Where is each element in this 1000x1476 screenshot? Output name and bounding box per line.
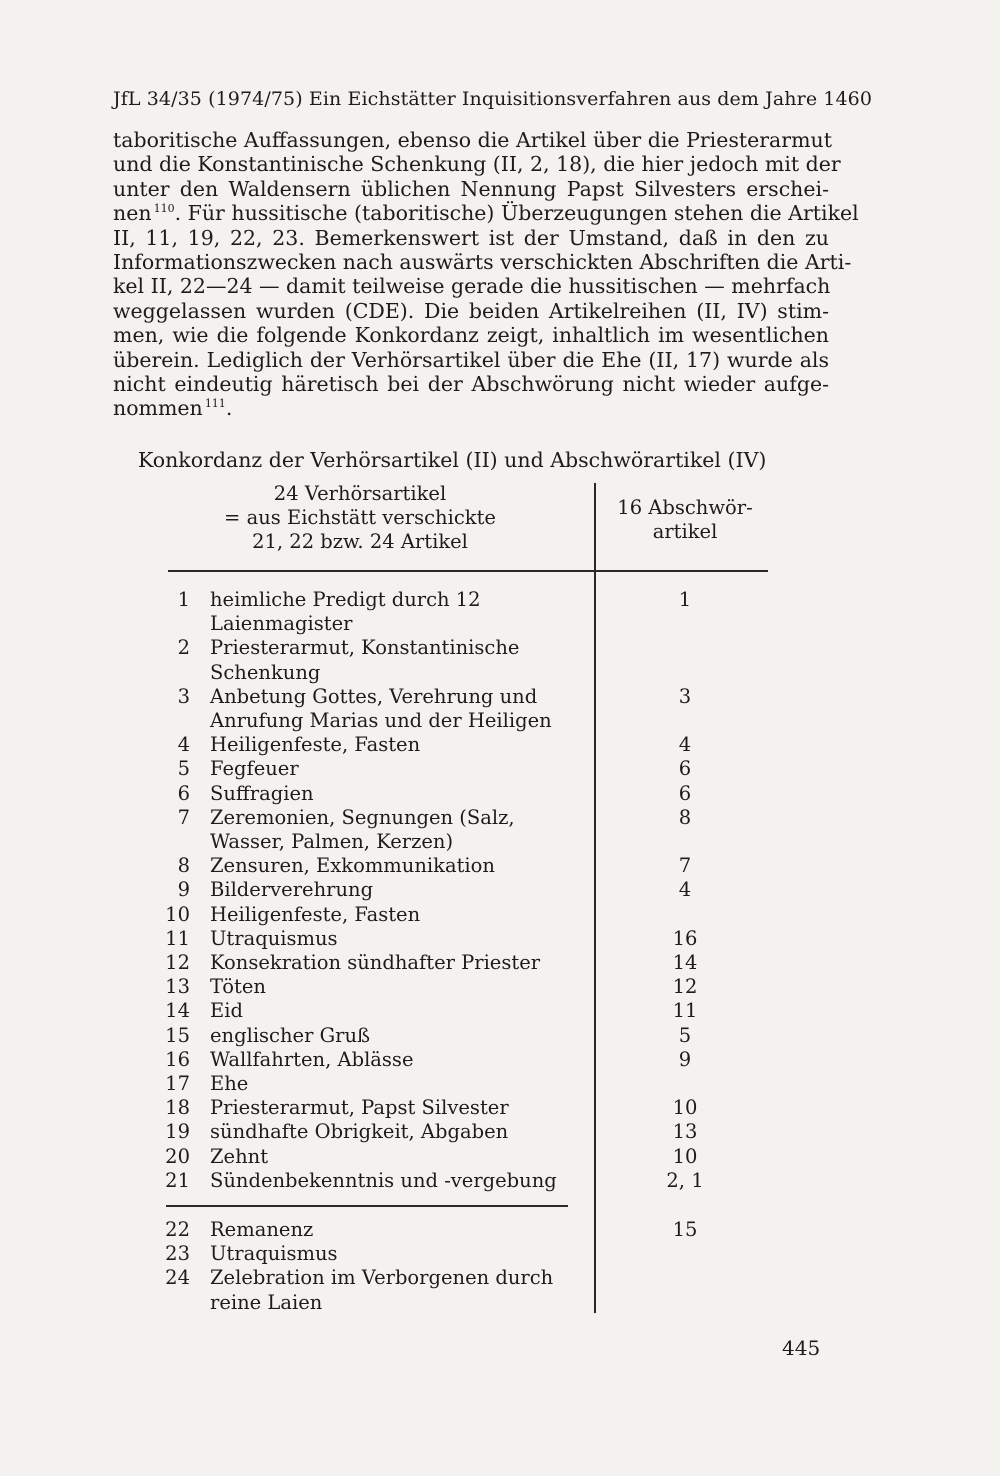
- abschwoer-article-reference: 6: [678, 757, 692, 781]
- verhoer-article-number: 7: [177, 805, 190, 829]
- article-topic: Bilderverehrung: [210, 878, 374, 902]
- verhoer-article-number: 4: [177, 733, 190, 757]
- article-topic: Ehe: [210, 1072, 249, 1096]
- header-line: 21, 22 bzw. 24 Artikel: [252, 530, 468, 553]
- table-row: [150, 1048, 770, 1072]
- verhoer-article-number: 8: [177, 854, 190, 878]
- table-row: [150, 757, 770, 781]
- table-row: [150, 951, 770, 975]
- abschwoer-article-reference: 5: [678, 1023, 692, 1047]
- article-topic: Zelebration im Verborgenen durch reine Laien: [210, 1266, 554, 1314]
- table-row: [150, 999, 770, 1023]
- footnote-ref-110: 110: [153, 202, 175, 216]
- text-fragment: nen: [113, 201, 152, 226]
- article-topic: Zehnt: [210, 1144, 269, 1168]
- article-topic: Fegfeuer: [210, 757, 299, 781]
- table-row: [150, 975, 770, 999]
- text-fragment: .: [225, 396, 233, 421]
- page-number: 445: [782, 1336, 821, 1360]
- abschwoer-article-reference: 11: [672, 999, 698, 1023]
- table-caption: Konkordanz der Verhörsartikel (II) und Abschwörartikel (IV): [138, 448, 767, 472]
- left-column-header: [190, 482, 530, 554]
- verhoer-article-number: 20: [165, 1144, 190, 1168]
- abschwoer-article-reference: 14: [672, 951, 698, 975]
- article-topic: Utraquismus: [210, 1242, 338, 1266]
- verhoer-article-number: 18: [165, 1096, 190, 1120]
- article-topic: Suffragien: [210, 781, 314, 805]
- verhoer-article-number: 6: [177, 781, 190, 805]
- right-column-header: [610, 496, 760, 544]
- table-row: [150, 1242, 770, 1266]
- header-line: 16 Abschwör-: [617, 496, 753, 519]
- text-line: II, 11, 19, 22, 23. Bemerkenswert ist der Umstand, daß in den zu: [113, 225, 829, 250]
- article-topic: Töten: [210, 975, 266, 999]
- concordance-rows: [150, 588, 770, 1193]
- verhoer-article-number: 24: [165, 1266, 190, 1290]
- table-row: [150, 1024, 770, 1048]
- article-topic: Utraquismus: [210, 926, 338, 950]
- running-header: JfL 34/35 (1974/75) Ein Eichstätter Inquisitionsverfahren aus dem Jahre 1460: [113, 88, 873, 110]
- text-fragment: nommen: [113, 396, 203, 421]
- verhoer-article-number: 23: [165, 1242, 190, 1266]
- verhoer-article-number: 2: [177, 636, 190, 660]
- verhoer-article-number: 11: [165, 926, 190, 950]
- table-row: [150, 1169, 770, 1193]
- article-topic: Remanenz: [210, 1218, 314, 1241]
- verhoer-article-number: 21: [165, 1168, 190, 1192]
- article-topic: Konsekration sündhafter Priester: [210, 951, 541, 975]
- table-row: [150, 1145, 770, 1169]
- header-line: artikel: [652, 520, 718, 543]
- text-line: und die Konstantinische Schenkung (II, 2, 18), die hier jedoch mit der: [113, 152, 841, 177]
- body-paragraph: [113, 128, 859, 421]
- abschwoer-article-reference: 9: [678, 1047, 692, 1071]
- abschwoer-article-reference: 4: [678, 878, 692, 902]
- article-topic: Heiligenfeste, Fasten: [210, 902, 421, 926]
- abschwoer-article-reference: 8: [678, 805, 692, 829]
- verhoer-article-number: 12: [165, 951, 190, 975]
- text-line: überein. Lediglich der Verhörsartikel über die Ehe (II, 17) wurde als: [113, 347, 829, 372]
- abschwoer-article-reference: 6: [678, 781, 692, 805]
- table-row: [150, 588, 770, 636]
- abschwoer-article-reference: 3: [678, 684, 692, 708]
- table-row: [150, 782, 770, 806]
- article-topic: Priesterarmut, Papst Silvester: [210, 1096, 509, 1120]
- verhoer-article-number: 17: [165, 1072, 190, 1096]
- table-row: [150, 878, 770, 902]
- verhoer-article-number: 9: [177, 878, 190, 902]
- abschwoer-article-reference: 4: [678, 733, 692, 757]
- table-row: [150, 1266, 770, 1314]
- table-row: [150, 854, 770, 878]
- article-topic: heimliche Predigt durch 12 Laienmagister: [210, 588, 481, 636]
- verhoer-article-number: 22: [165, 1218, 190, 1241]
- abschwoer-article-reference: 13: [672, 1120, 698, 1144]
- concordance-rows-extra: [150, 1218, 770, 1315]
- verhoer-article-number: 3: [177, 684, 190, 708]
- footnote-ref-111: 111: [204, 397, 226, 411]
- article-topic: Zensuren, Exkommunikation: [210, 854, 495, 878]
- article-topic: Sündenbekenntnis und -vergebung: [210, 1168, 557, 1192]
- section-rule: [166, 1205, 568, 1207]
- abschwoer-article-reference: 10: [672, 1096, 698, 1120]
- article-topic: sündhafte Obrigkeit, Abgaben: [210, 1120, 509, 1144]
- table-row: [150, 733, 770, 757]
- text-line: taboritische Auffassungen, ebenso die Artikel über die Priesterarmut: [113, 128, 832, 152]
- text-line: kel II, 22—24 — damit teilweise gerade die hussitischen — mehrfach: [113, 274, 831, 299]
- abschwoer-article-reference: 7: [678, 854, 692, 878]
- abschwoer-article-reference: 12: [672, 975, 698, 999]
- verhoer-article-number: 19: [165, 1120, 190, 1144]
- table-row: [150, 1120, 770, 1144]
- verhoer-article-number: 15: [165, 1023, 190, 1047]
- article-topic: Priesterarmut, Konstantinische Schenkung: [210, 636, 520, 684]
- text-line: Informationszwecken nach auswärts verschickten Abschriften die Arti-: [113, 249, 852, 274]
- header-rule: [168, 570, 768, 572]
- text-line: unter den Waldensern üblichen Nennung Papst Silvesters erschei-: [113, 176, 829, 201]
- table-row: [150, 806, 770, 854]
- table-row: [150, 636, 770, 684]
- text-fragment: . Für hussitische (taboritische) Überzeugungen stehen die Artikel: [174, 201, 859, 226]
- article-topic: Wallfahrten, Ablässe: [210, 1047, 414, 1071]
- header-line: = aus Eichstätt verschickte: [224, 506, 496, 529]
- abschwoer-article-reference: 16: [672, 926, 698, 950]
- abschwoer-article-reference: 10: [672, 1144, 698, 1168]
- abschwoer-article-reference: 15: [672, 1218, 698, 1241]
- text-line: nicht eindeutig häretisch bei der Abschwörung nicht wieder aufge-: [113, 371, 829, 396]
- header-line: 24 Verhörsartikel: [273, 482, 447, 505]
- table-row: [150, 1072, 770, 1096]
- table-row: [150, 903, 770, 927]
- text-line: men, wie die folgende Konkordanz zeigt, inhaltlich im wesentlichen: [113, 323, 829, 348]
- text-line: [113, 396, 829, 420]
- verhoer-article-number: 1: [177, 588, 190, 611]
- article-topic: englischer Gruß: [210, 1023, 371, 1047]
- table-row: [150, 1096, 770, 1120]
- text-line: [113, 201, 859, 226]
- table-row: [150, 927, 770, 951]
- abschwoer-article-reference: 1: [678, 588, 692, 611]
- verhoer-article-number: 5: [177, 757, 190, 781]
- abschwoer-article-reference: 2, 1: [666, 1168, 704, 1192]
- verhoer-article-number: 10: [165, 902, 190, 926]
- article-topic: Eid: [210, 999, 243, 1023]
- article-topic: Heiligenfeste, Fasten: [210, 733, 421, 757]
- table-row: [150, 685, 770, 733]
- article-topic: Zeremonien, Segnungen (Salz, Wasser, Palmen, Kerzen): [210, 805, 515, 854]
- verhoer-article-number: 14: [165, 999, 190, 1023]
- verhoer-article-number: 13: [165, 975, 190, 999]
- verhoer-article-number: 16: [165, 1047, 190, 1071]
- table-row: [150, 1218, 770, 1242]
- article-topic: Anbetung Gottes, Verehrung und Anrufung Marias und der Heiligen: [210, 684, 552, 733]
- text-line: weggelassen wurden (CDE). Die beiden Artikelreihen (II, IV) stim-: [113, 298, 829, 323]
